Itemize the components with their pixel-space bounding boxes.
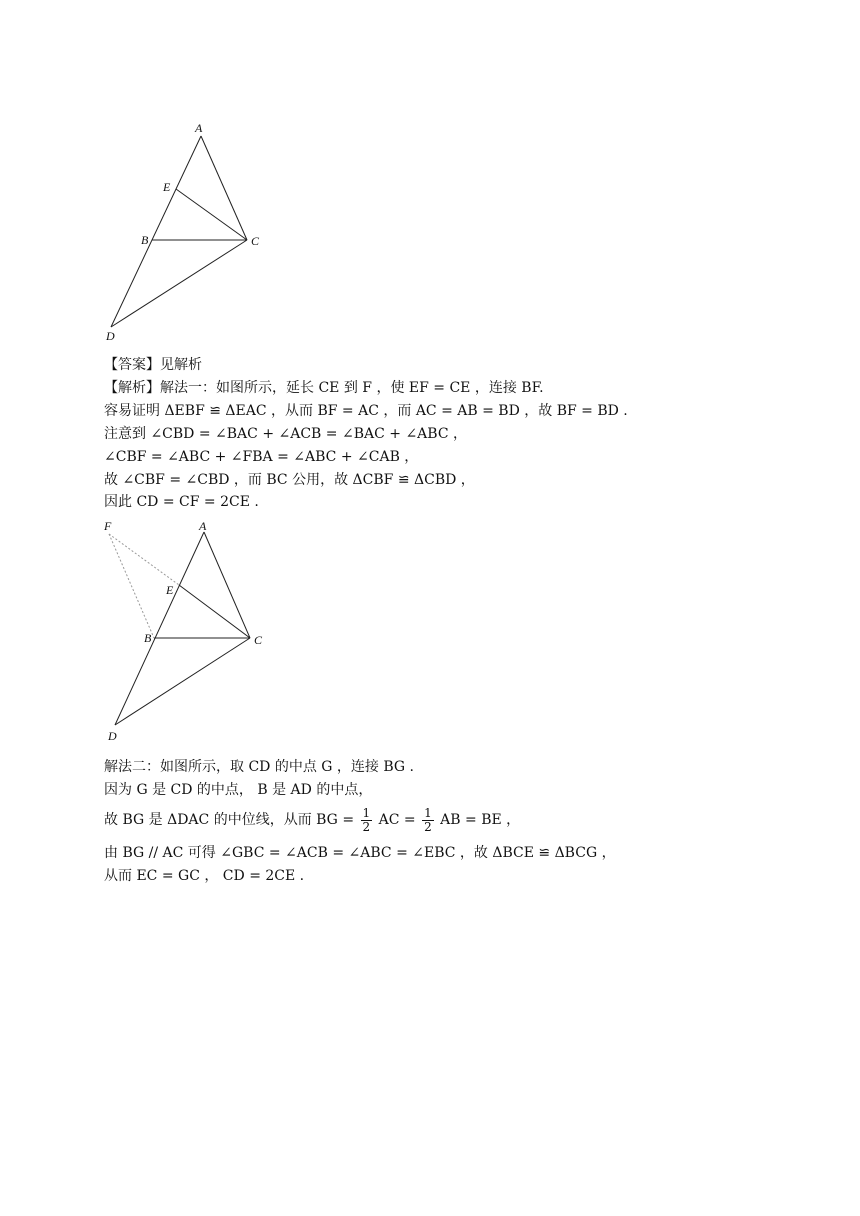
label-E: E <box>166 583 174 597</box>
segment-EC <box>176 189 247 240</box>
fraction-numerator: 1 <box>424 805 432 820</box>
figure-1-triangle <box>0 0 860 350</box>
dotted-FB <box>109 534 154 638</box>
fraction-denominator: 2 <box>424 819 432 834</box>
label-B: B <box>141 233 149 247</box>
solution1-line2: 容易证明 ΔEBF ≌ ΔEAC ，从而 BF = AC ，而 AC = AB = BD ，故 BF = BD . <box>104 403 628 419</box>
segment-EC <box>179 585 250 638</box>
label-F: F <box>104 519 112 533</box>
fraction-numerator: 1 <box>362 805 371 820</box>
label-A: A <box>199 519 207 533</box>
line3-mid: AC = <box>378 812 416 828</box>
solution2-line5: 从而 EC = GC ， CD = 2CE . <box>104 868 305 884</box>
solution2-line3 <box>104 803 520 837</box>
fraction-one-half <box>361 807 373 834</box>
figure-2-triangle <box>0 510 860 750</box>
label-C: C <box>251 234 260 248</box>
fraction-denominator: 2 <box>362 819 371 834</box>
solution2-line1: 解法二：如图所示，取 CD 的中点 G ，连接 BG . <box>104 759 415 775</box>
label-D: D <box>106 329 115 343</box>
line3-prefix: 故 BG 是 ΔDAC 的中位线，从而 BG = <box>104 812 355 828</box>
label-A: A <box>195 121 203 135</box>
solution1-line4: ∠CBF = ∠ABC + ∠FBA = ∠ABC + ∠CAB ， <box>104 449 419 465</box>
label-B: B <box>144 631 152 645</box>
solution2-line4: 由 BG // AC 可得 ∠GBC = ∠ACB = ∠ABC = ∠EBC ，故 ΔBCE ≌ ΔBCG ， <box>104 845 616 861</box>
segment-AC <box>204 532 250 638</box>
line3-suffix: AB = BE ， <box>440 812 521 828</box>
solution1-line5: 故 ∠CBF = ∠CBD ，而 BC 公用，故 ΔCBF ≌ ΔCBD ， <box>104 472 475 488</box>
solution1-line1: 【解析】解法一：如图所示，延长 CE 到 F ，使 EF = CE ，连接 BF. <box>104 380 544 396</box>
label-C: C <box>254 633 263 647</box>
dotted-FE <box>109 534 179 585</box>
label-D: D <box>108 729 117 743</box>
solution1-line3: 注意到 ∠CBD = ∠BAC + ∠ACB = ∠BAC + ∠ABC ， <box>104 426 468 442</box>
solution1-line6: 因此 CD = CF = 2CE . <box>104 494 259 510</box>
answer-line: 【答案】见解析 <box>104 357 202 373</box>
solution2-line2: 因为 G 是 CD 的中点， B 是 AD 的中点， <box>104 782 373 798</box>
fraction-one-half-2 <box>422 807 434 834</box>
label-E: E <box>163 180 171 194</box>
segment-AC <box>201 136 247 240</box>
